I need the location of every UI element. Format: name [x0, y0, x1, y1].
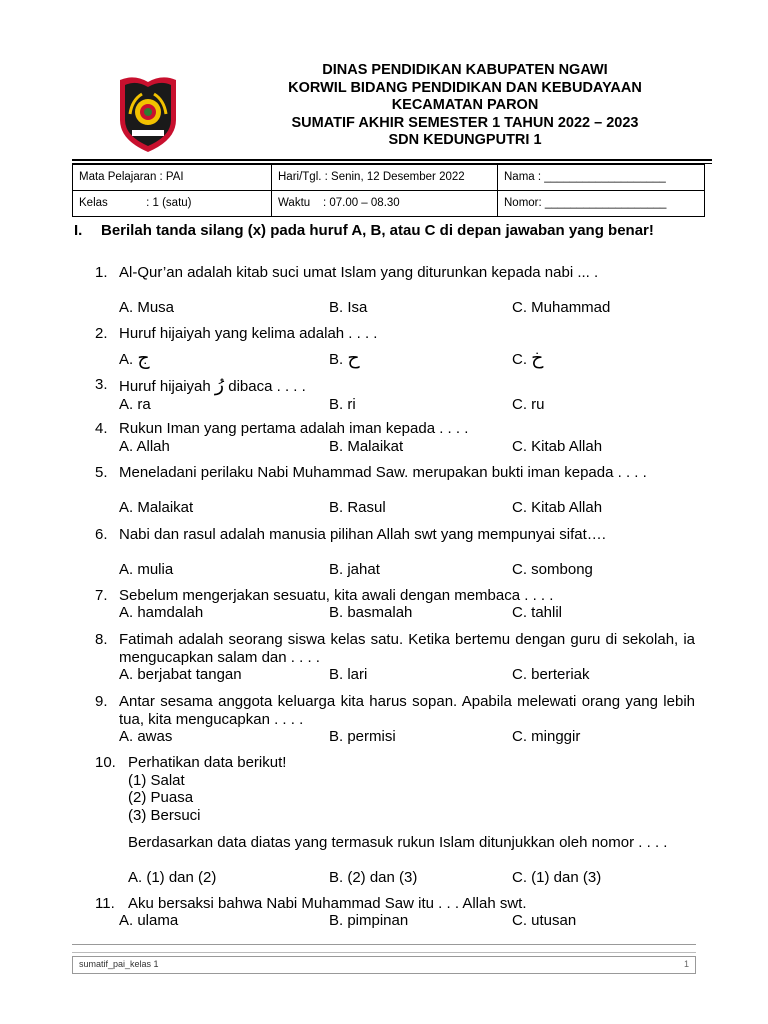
- option-c[interactable]: C. minggir: [512, 728, 581, 745]
- question-text: Berdasarkan data diatas yang termasuk rukun Islam ditunjukkan oleh nomor . . . .: [128, 834, 668, 851]
- option-b[interactable]: B. (2) dan (3): [329, 869, 418, 886]
- question-number: 1.: [95, 264, 108, 281]
- header-exam-title: SUMATIF AKHIR SEMESTER 1 TAHUN 2022 – 2023: [291, 114, 639, 131]
- options-7: [119, 604, 699, 622]
- option-c[interactable]: C. (1) dan (3): [512, 869, 602, 886]
- question-text: Meneladani perilaku Nabi Muhammad Saw. merupakan bukti iman kepada . . . .: [119, 464, 647, 481]
- option-b[interactable]: B. lari: [329, 666, 368, 683]
- option-a[interactable]: A. ulama: [119, 912, 179, 929]
- options-11: [119, 912, 699, 930]
- section-number: I.: [74, 222, 83, 239]
- data-item-1: (1) Salat: [128, 772, 185, 789]
- school-district-logo: [116, 74, 180, 154]
- question-text: Nabi dan rasul adalah manusia pilihan Allah swt yang mempunyai sifat….: [119, 526, 606, 543]
- option-a[interactable]: A. mulia: [119, 561, 174, 578]
- option-a[interactable]: A. Malaikat: [119, 499, 194, 516]
- arabic-letter-kha: خ: [531, 347, 544, 369]
- question-7: [95, 587, 695, 605]
- question-text: Aku bersaksi bahwa Nabi Muhammad Saw itu . . . Allah swt.: [128, 895, 527, 912]
- options-5: [119, 499, 699, 517]
- option-b[interactable]: B. Malaikat: [329, 438, 404, 455]
- option-c[interactable]: C. Kitab Allah: [512, 438, 603, 455]
- options-1: [119, 299, 699, 317]
- options-9: [119, 728, 699, 746]
- header-school: SDN KEDUNGPUTRI 1: [388, 132, 542, 148]
- header-agency: DINAS PENDIDIKAN KABUPATEN NGAWI: [322, 62, 608, 78]
- footer-filename: sumatif_pai_kelas 1: [79, 959, 159, 969]
- option-c[interactable]: C. tahlil: [512, 604, 563, 621]
- option-c[interactable]: C. Muhammad: [512, 299, 611, 316]
- option-c[interactable]: C. ru: [512, 396, 545, 413]
- option-c[interactable]: C. sombong: [512, 561, 593, 578]
- question-number: 2.: [95, 325, 108, 342]
- option-a[interactable]: A. Musa: [119, 299, 175, 316]
- arabic-letter-jim: ج: [137, 347, 150, 369]
- question-text: Perhatikan data berikut!: [128, 754, 287, 771]
- option-b[interactable]: B. Rasul: [329, 499, 386, 516]
- option-a[interactable]: A. (1) dan (2): [128, 869, 217, 886]
- option-c[interactable]: C. Kitab Allah: [512, 499, 603, 516]
- question-number: 10.: [95, 754, 116, 771]
- question-number: 8.: [95, 631, 108, 648]
- exam-info-table: [72, 164, 705, 217]
- question-number: 3.: [95, 376, 108, 393]
- page-number: 1: [683, 959, 689, 969]
- question-4: [95, 420, 695, 438]
- options-3: [119, 396, 699, 414]
- question-number: 7.: [95, 587, 108, 604]
- option-b[interactable]: B. ح: [329, 347, 360, 369]
- data-item-3: (3) Bersuci: [128, 807, 201, 824]
- options-2: [119, 349, 699, 367]
- class-cell: Kelas : 1 (satu): [73, 191, 272, 217]
- option-c[interactable]: C. utusan: [512, 912, 577, 929]
- option-b[interactable]: B. permisi: [329, 728, 396, 745]
- time-cell: Waktu : 07.00 – 08.30: [272, 191, 498, 217]
- option-a[interactable]: A. awas: [119, 728, 173, 745]
- option-b[interactable]: B. basmalah: [329, 604, 413, 621]
- header-district: KECAMATAN PARON: [391, 97, 539, 113]
- arabic-letter-ra: رُ: [214, 374, 225, 396]
- question-2: [95, 325, 695, 343]
- option-c[interactable]: C. berteriak: [512, 666, 590, 683]
- question-number: 6.: [95, 526, 108, 543]
- question-text: Huruf hijaiyah رُ dibaca . . . .: [119, 374, 306, 396]
- question-text: Al-Qur’an adalah kitab suci umat Islam yang diturunkan kepada nabi ... .: [119, 264, 599, 281]
- name-cell: Nama : ___________________: [498, 165, 705, 191]
- question-number: 4.: [95, 420, 108, 437]
- option-a[interactable]: A. berjabat tangan: [119, 666, 242, 683]
- question-6: [95, 526, 695, 544]
- document-header: [225, 62, 705, 150]
- data-item-2: (2) Puasa: [128, 789, 194, 806]
- option-b[interactable]: B. jahat: [329, 561, 380, 578]
- question-text: Fatimah adalah seorang siswa kelas satu. Ketika bertemu dengan guru di sekolah, ia mengucapkan salam dan . . . .: [119, 631, 695, 666]
- arabic-letter-ha: ح: [347, 347, 360, 369]
- options-10: [128, 869, 708, 887]
- page-footer: [72, 956, 696, 974]
- question-text: Huruf hijaiyah yang kelima adalah . . . .: [119, 325, 378, 342]
- header-divider: [72, 159, 712, 161]
- option-b[interactable]: B. ri: [329, 396, 356, 413]
- option-a[interactable]: A. ra: [119, 396, 151, 413]
- number-cell: Nomor: ___________________: [498, 191, 705, 217]
- header-division: KORWIL BIDANG PENDIDIKAN DAN KEBUDAYAAN: [288, 79, 642, 96]
- option-a[interactable]: A. hamdalah: [119, 604, 204, 621]
- options-8: [119, 666, 699, 684]
- option-a[interactable]: A. ج: [119, 347, 150, 369]
- question-3: [95, 376, 695, 396]
- question-10-prompt: [128, 834, 694, 852]
- question-9: [95, 693, 695, 729]
- question-11: [95, 895, 695, 913]
- option-a[interactable]: A. Allah: [119, 438, 170, 455]
- footer-divider: [72, 944, 696, 945]
- instruction-text: Berilah tanda silang (x) pada huruf A, B, atau C di depan jawaban yang benar!: [101, 222, 654, 239]
- question-text: Sebelum mengerjakan sesuatu, kita awali dengan membaca . . . .: [119, 587, 554, 604]
- section-instruction: [74, 222, 696, 240]
- footer-divider-thin: [72, 952, 696, 953]
- date-cell: Hari/Tgl. : Senin, 12 Desember 2022: [272, 165, 498, 191]
- question-number: 9.: [95, 693, 108, 710]
- option-c[interactable]: C. خ: [512, 347, 544, 369]
- question-number: 5.: [95, 464, 108, 481]
- question-8: [95, 631, 695, 667]
- options-6: [119, 561, 699, 579]
- question-1: [95, 264, 695, 282]
- subject-cell: Mata Pelajaran : PAI: [73, 165, 272, 191]
- question-text: Antar sesama anggota keluarga kita harus sopan. Apabila melewati orang yang lebih tua, kita mengucapkan . . . .: [119, 693, 695, 728]
- question-number: 11.: [95, 895, 115, 912]
- option-b[interactable]: B. pimpinan: [329, 912, 409, 929]
- question-10: [95, 754, 695, 772]
- options-4: [119, 438, 699, 456]
- question-5: [95, 464, 695, 482]
- question-text: Rukun Iman yang pertama adalah iman kepada . . . .: [119, 420, 469, 437]
- option-b[interactable]: B. Isa: [329, 299, 368, 316]
